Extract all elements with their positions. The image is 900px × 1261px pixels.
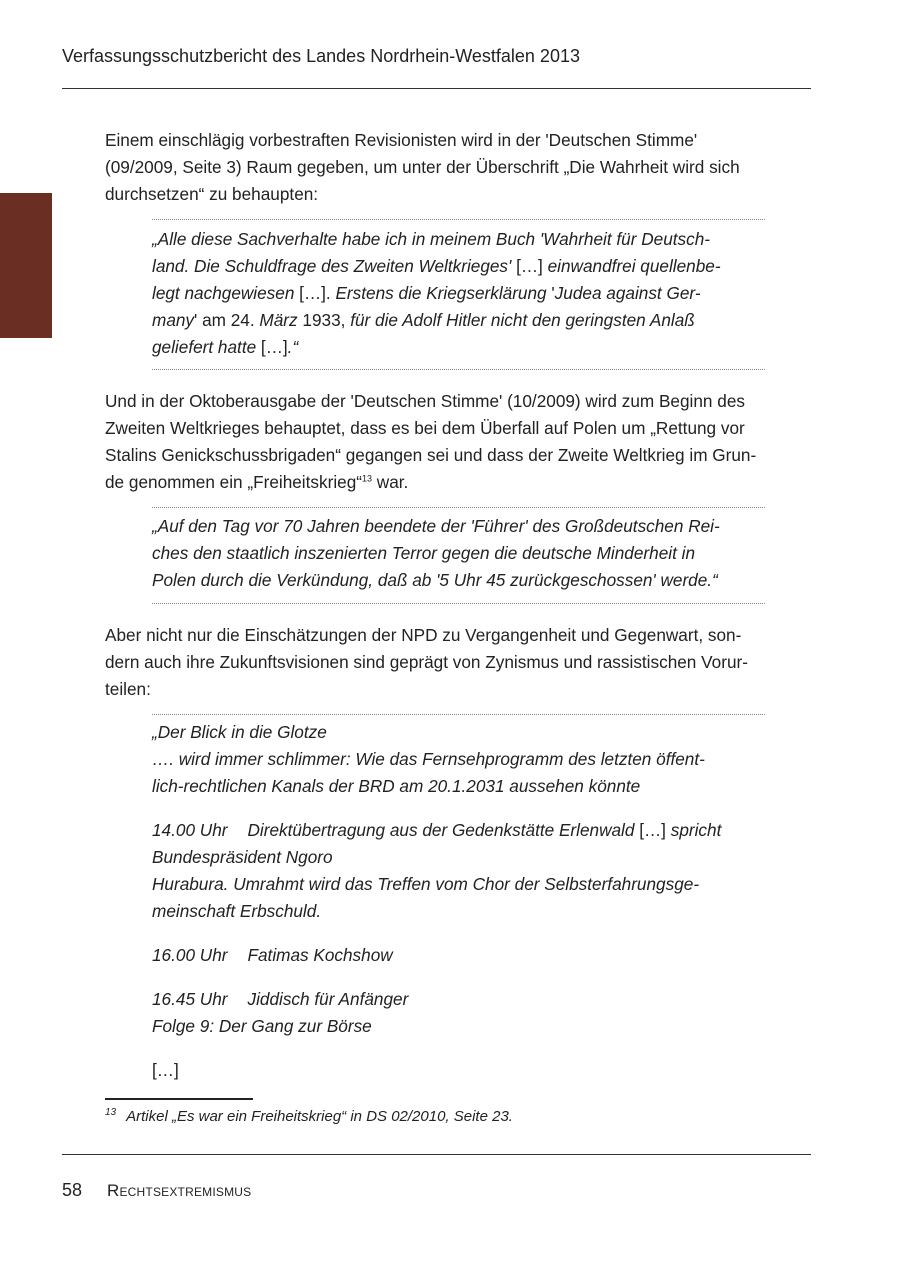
quote-text: März	[259, 310, 298, 330]
running-header: Verfassungsschutzbericht des Landes Nordrhein-Westfalen 2013	[62, 46, 580, 66]
program-time: 16.45 Uhr	[152, 989, 228, 1009]
program-time: 14.00 Uhr	[152, 820, 228, 840]
program-text: Folge 9: Der Gang zur Börse	[152, 1016, 372, 1036]
footnote-number: 13	[105, 1107, 117, 1118]
text-line: Zweiten Weltkrieges behauptet, dass es bei dem Überfall auf Polen um „Rettung vor	[105, 418, 745, 438]
quote-text: Judea against Ger-	[554, 283, 701, 303]
text-line: Stalins Genickschussbrigaden“ gegangen sei und dass der Zweite Weltkrieg im Grun-	[105, 445, 757, 465]
quote-divider	[152, 714, 765, 715]
quote-text: […]	[256, 337, 288, 357]
text-line: war.	[372, 472, 409, 492]
text-line: teilen:	[105, 679, 151, 699]
quote-text: ches den staatlich inszenierten Terror gegen die deutsche Minderheit in	[152, 543, 696, 563]
quote-text: …. wird immer schlimmer: Wie das Fernsehprogramm des letzten öffent-	[152, 749, 705, 769]
quote-text: Polen durch die Verkündung, daß ab '5 Uhr 45 zurückgeschossen' werde.“	[152, 570, 718, 590]
quote-text: land. Die Schuldfrage des Zweiten Weltkrieges'	[152, 256, 512, 276]
quote-block-2	[152, 513, 772, 594]
quote-text: […].	[294, 283, 336, 303]
program-text: meinschaft Erbschuld.	[152, 901, 322, 921]
program-text: […]	[634, 820, 671, 840]
quote-text: „Auf den Tag vor 70 Jahren beendete der 'Führer' des Großdeutschen Rei-	[152, 516, 720, 536]
program-text: Fatimas Kochshow	[247, 945, 393, 965]
quote-divider	[152, 603, 765, 604]
quote-block-1	[152, 226, 772, 361]
chapter-side-tab	[0, 193, 52, 338]
quote-text: lich-rechtlichen Kanals der BRD am 20.1.2031 aussehen könnte	[152, 776, 641, 796]
paragraph-3	[105, 622, 805, 703]
quote-divider	[152, 369, 765, 370]
header-rule	[62, 88, 811, 89]
quote-title: „Der Blick in die Glotze	[152, 722, 327, 742]
quote-block-3	[152, 719, 772, 1084]
quote-text: „Alle diese Sachverhalte habe ich in meinem Buch 'Wahrheit für Deutsch-	[152, 229, 711, 249]
program-text: Bundespräsident Ngoro	[152, 847, 333, 867]
footnote-rule	[105, 1098, 253, 1100]
text-line: Und in der Oktoberausgabe der 'Deutschen Stimme' (10/2009) wird zum Beginn des	[105, 391, 745, 411]
quote-text: many	[152, 310, 195, 330]
quote-text: ' am 24.	[194, 310, 260, 330]
text-line: dern auch ihre Zukunftsvisionen sind geprägt von Zynismus und rassistischen Vorur-	[105, 652, 748, 672]
program-text: Direktübertragung aus der Gedenkstätte Erlenwald	[247, 820, 635, 840]
quote-text: 1933,	[297, 310, 351, 330]
footnote-text: Artikel „Es war ein Freiheitskrieg“ in DS 02/2010, Seite 23.	[126, 1108, 513, 1125]
text-line: durchsetzen“ zu behaupten:	[105, 184, 319, 204]
text-line: Einem einschlägig vorbestraften Revisionisten wird in der 'Deutschen Stimme'	[105, 130, 698, 150]
footnote	[105, 1108, 513, 1125]
text-line: de genommen ein „Freiheitskrieg“	[105, 472, 362, 492]
quote-text: '	[546, 283, 555, 303]
section-name: Rechtsextremismus	[107, 1181, 252, 1200]
program-text: spricht	[670, 820, 722, 840]
quote-text: Erstens die Kriegserklärung	[335, 283, 547, 303]
paragraph-1	[105, 127, 805, 208]
program-text: Hurabura. Umrahmt wird das Treffen vom Chor der Selbsterfahrungsge-	[152, 874, 700, 894]
footnote-reference: 13	[361, 473, 372, 484]
quote-text: legt nachgewiesen	[152, 283, 295, 303]
text-line: Aber nicht nur die Einschätzungen der NPD zu Vergangenheit und Gegenwart, son-	[105, 625, 742, 645]
quote-text: geliefert hatte	[152, 337, 257, 357]
quote-text: für die Adolf Hitler nicht den geringsten Anlaß	[350, 310, 695, 330]
program-time: 16.00 Uhr	[152, 945, 228, 965]
quote-text: einwandfrei quellenbe-	[547, 256, 721, 276]
text-line: (09/2009, Seite 3) Raum gegeben, um unter der Überschrift „Die Wahrheit wird sich	[105, 157, 740, 177]
quote-text: […]	[511, 256, 548, 276]
quote-divider	[152, 219, 765, 220]
program-text: Jiddisch für Anfänger	[247, 989, 409, 1009]
paragraph-2	[105, 388, 805, 496]
ellipsis: […]	[152, 1060, 179, 1080]
quote-divider	[152, 507, 765, 508]
quote-text: .“	[287, 337, 299, 357]
footer-rule	[62, 1154, 811, 1155]
page-number: 58	[62, 1180, 83, 1200]
